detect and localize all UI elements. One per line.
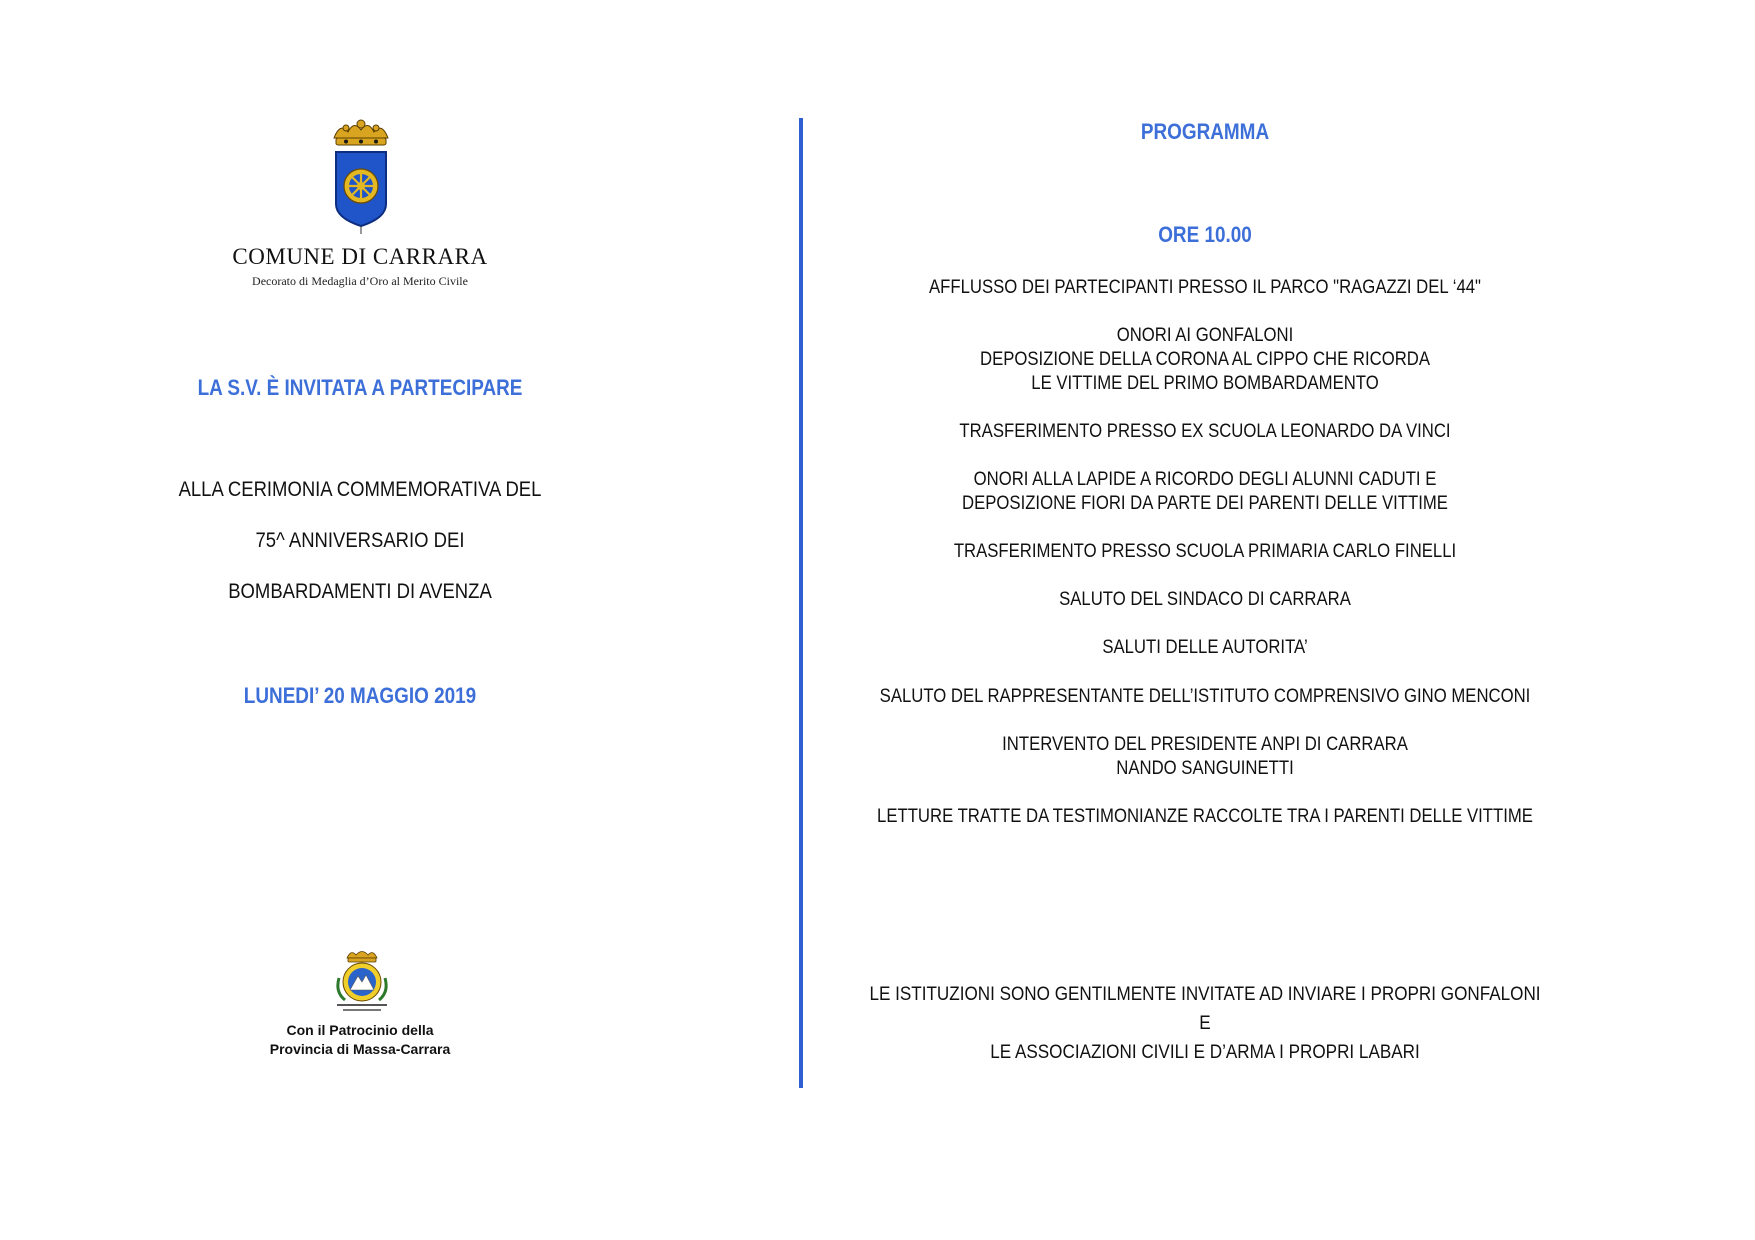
program-item-line: SALUTI DELLE AUTORITA’ (1102, 637, 1308, 658)
program-item-line: TRASFERIMENTO PRESSO EX SCUOLA LEONARDO DA VINCI (959, 421, 1451, 442)
event-date: LUNEDI’ 20 MAGGIO 2019 (243, 683, 477, 708)
closing-note (868, 980, 1543, 1067)
comune-subtitle: Decorato di Medaglia d’Oro al Merito Civile (252, 274, 468, 288)
program-item-line: AFFLUSSO DEI PARTECIPANTI PRESSO IL PARCO "RAGAZZI DEL ‘44" (928, 277, 1481, 298)
program-item-line: SALUTO DEL SINDACO DI CARRARA (1059, 589, 1351, 610)
ceremony-line: BOMBARDAMENTI DI AVENZA (228, 580, 492, 603)
vertical-divider (799, 118, 803, 1088)
program-item-line: DEPOSIZIONE DELLA CORONA AL CIPPO CHE RICORDA (979, 349, 1431, 370)
ceremony-line: 75^ ANNIVERSARIO DEI (255, 529, 465, 552)
left-column (40, 0, 680, 1240)
program-item-line: DEPOSIZIONE FIORI DA PARTE DEI PARENTI DELLE VITTIME (962, 493, 1448, 514)
closing-line: LE ISTITUZIONI SONO GENTILMENTE INVITATE AD INVIARE I PROPRI GONFALONI E (869, 984, 1541, 1034)
program-time: ORE 10.00 (1158, 222, 1252, 247)
program-item-line: ONORI AI GONFALONI (1116, 325, 1294, 346)
patrocinio-text (40, 1021, 680, 1059)
right-column (830, 0, 1580, 1240)
patrocinio-line: Provincia di Massa-Carrara (269, 1041, 451, 1057)
program-item-line: TRASFERIMENTO PRESSO SCUOLA PRIMARIA CARLO FINELLI (953, 541, 1457, 562)
program-item-line: LETTURE TRATTE DA TESTIMONIANZE RACCOLTE TRA I PARENTI DELLE VITTIME (877, 806, 1533, 827)
program-item (875, 276, 1535, 300)
program-item (875, 685, 1535, 709)
program-item (875, 468, 1535, 516)
patrocinio-line: Con il Patrocinio della (286, 1022, 434, 1038)
program-item (875, 805, 1535, 829)
program-item (875, 420, 1535, 444)
comune-name: COMUNE DI CARRARA (232, 244, 488, 269)
program-item (875, 588, 1535, 612)
program-item-line: INTERVENTO DEL PRESIDENTE ANPI DI CARRARA (1002, 734, 1408, 755)
program-item-line: ONORI ALLA LAPIDE A RICORDO DEGLI ALUNNI CADUTI E (973, 469, 1437, 490)
program-item-line: NANDO SANGUINETTI (1116, 758, 1294, 779)
program-item (875, 733, 1535, 781)
program-item-line: LE VITTIME DEL PRIMO BOMBARDAMENTO (1031, 373, 1379, 394)
program-title: PROGRAMMA (1140, 119, 1270, 144)
province-crest-icon (331, 948, 393, 1018)
carrara-crest-icon (326, 118, 396, 236)
closing-line: LE ASSOCIAZIONI CIVILI E D’ARMA I PROPRI LABARI (990, 1042, 1420, 1063)
program-item (875, 324, 1535, 396)
invite-heading: LA S.V. È INVITATA A PARTECIPARE (197, 375, 523, 400)
program-item-line: SALUTO DEL RAPPRESENTANTE DELL’ISTITUTO COMPRENSIVO GINO MENCONI (879, 686, 1531, 707)
ceremony-line: ALLA CERIMONIA COMMEMORATIVA DEL (178, 478, 542, 501)
program-item (875, 636, 1535, 660)
program-item (875, 540, 1535, 564)
